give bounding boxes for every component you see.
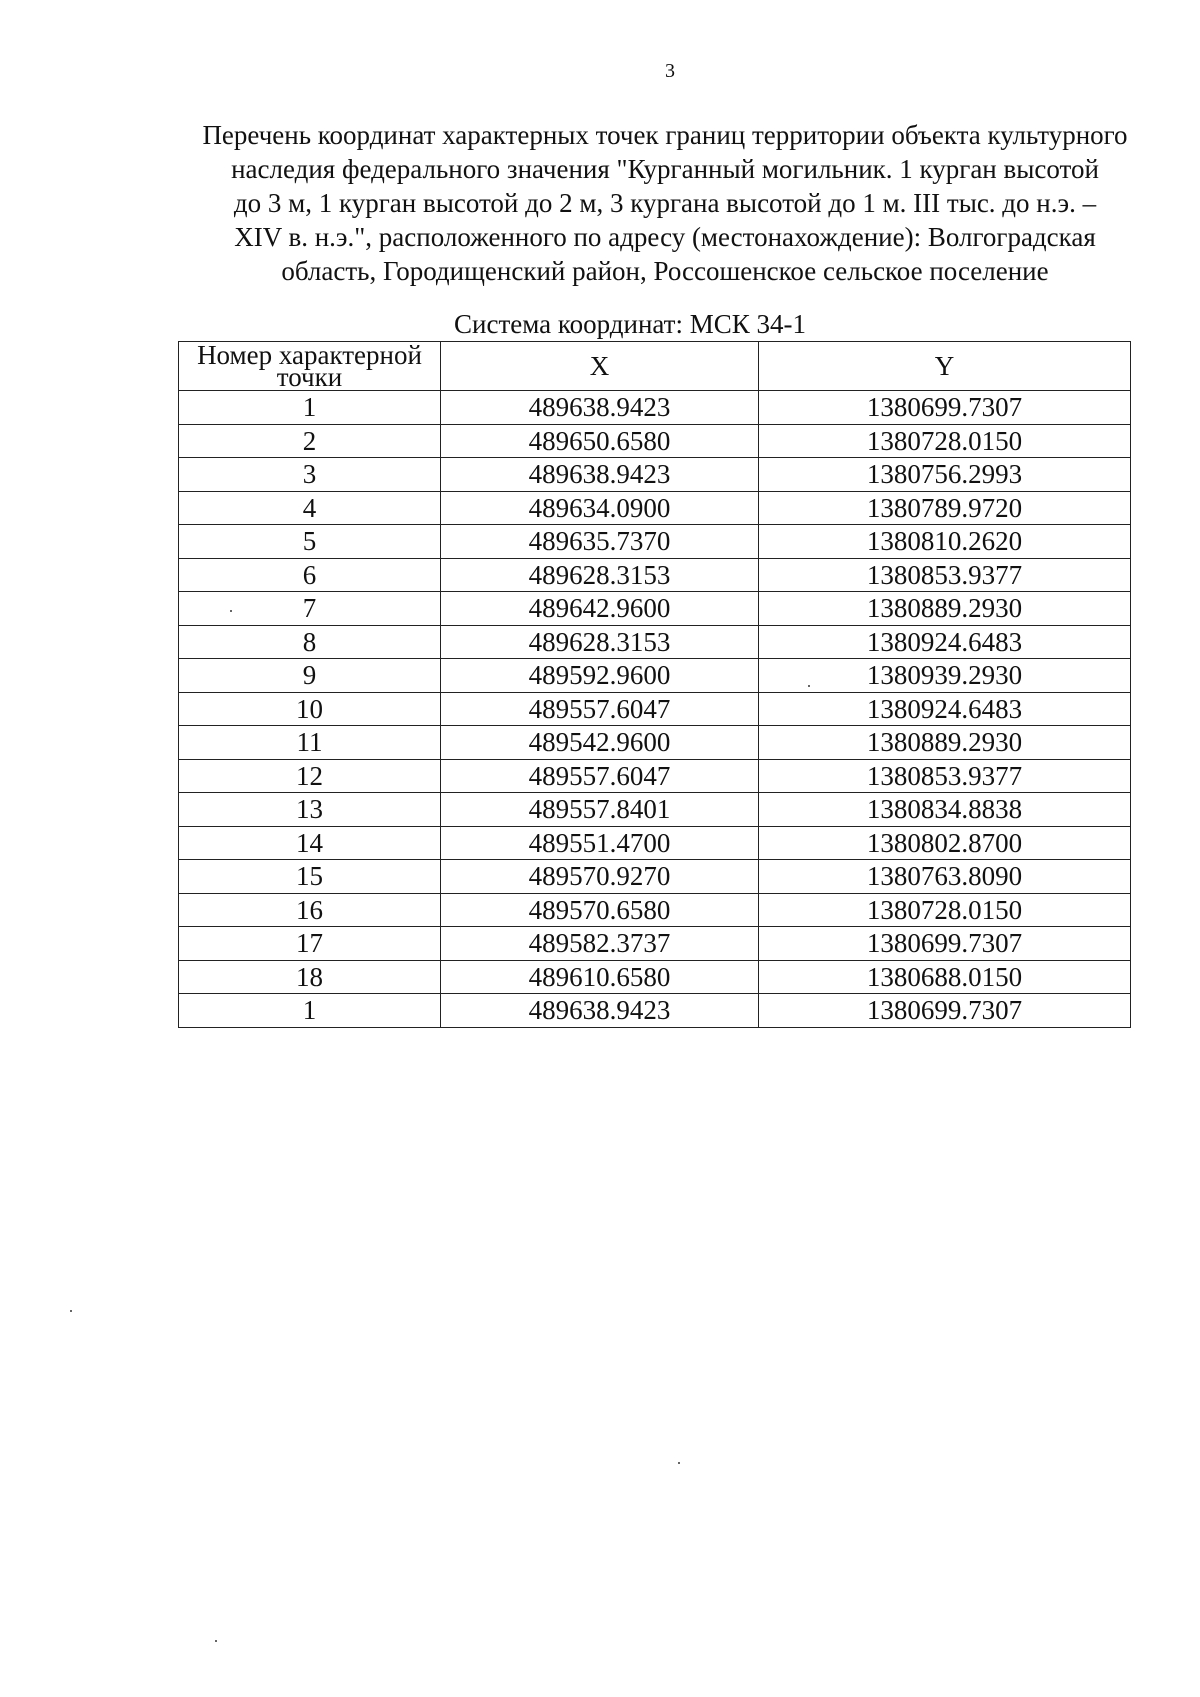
- table-body: [179, 391, 1131, 1028]
- cell-x: 489557.8401: [441, 793, 759, 827]
- table-row: [179, 592, 1131, 626]
- page-number: 3: [665, 60, 675, 82]
- coordinates-table: [178, 341, 1131, 1028]
- cell-y: 1380789.9720: [759, 491, 1131, 525]
- cell-y: 1380728.0150: [759, 893, 1131, 927]
- cell-y: 1380699.7307: [759, 927, 1131, 961]
- header-y: Y: [759, 342, 1131, 391]
- cell-x: 489628.3153: [441, 625, 759, 659]
- cell-y: 1380834.8838: [759, 793, 1131, 827]
- table-row: [179, 391, 1131, 425]
- cell-x: 489634.0900: [441, 491, 759, 525]
- cell-point-number: 1: [179, 391, 441, 425]
- table-row: [179, 994, 1131, 1028]
- table-row: [179, 525, 1131, 559]
- table-row: [179, 826, 1131, 860]
- title-line: Перечень координат характерных точек границ территории объекта культурного: [202, 120, 1128, 150]
- cell-point-number: 12: [179, 759, 441, 793]
- cell-point-number: 8: [179, 625, 441, 659]
- table-row: [179, 424, 1131, 458]
- scan-speck: [215, 1640, 217, 1642]
- table-row: [179, 491, 1131, 525]
- cell-y: 1380756.2993: [759, 458, 1131, 492]
- table-row: [179, 458, 1131, 492]
- cell-x: 489582.3737: [441, 927, 759, 961]
- table-row: [179, 625, 1131, 659]
- header-point-number: Номер характерной точки: [179, 342, 441, 391]
- cell-x: 489638.9423: [441, 458, 759, 492]
- scan-speck: [678, 1462, 680, 1464]
- table-row: [179, 793, 1131, 827]
- cell-y: 1380889.2930: [759, 592, 1131, 626]
- cell-point-number: 5: [179, 525, 441, 559]
- cell-x: 489557.6047: [441, 759, 759, 793]
- cell-point-number: 15: [179, 860, 441, 894]
- cell-x: 489570.9270: [441, 860, 759, 894]
- cell-y: 1380688.0150: [759, 960, 1131, 994]
- title-line: XIV в. н.э.", расположенного по адресу (местонахождение): Волгоградская: [234, 222, 1096, 252]
- coordinate-system-caption: Система координат: МСК 34-1: [454, 309, 806, 339]
- table-row: [179, 927, 1131, 961]
- table-row: [179, 893, 1131, 927]
- cell-x: 489542.9600: [441, 726, 759, 760]
- table-row: [179, 960, 1131, 994]
- cell-point-number: 18: [179, 960, 441, 994]
- cell-y: 1380810.2620: [759, 525, 1131, 559]
- cell-x: 489635.7370: [441, 525, 759, 559]
- cell-x: 489551.4700: [441, 826, 759, 860]
- cell-x: 489592.9600: [441, 659, 759, 693]
- scan-speck: [808, 685, 810, 687]
- cell-point-number: 1: [179, 994, 441, 1028]
- title-line: область, Городищенский район, Россошенское сельское поселение: [281, 256, 1049, 286]
- cell-point-number: 6: [179, 558, 441, 592]
- cell-y: 1380853.9377: [759, 759, 1131, 793]
- title-line: до 3 м, 1 курган высотой до 2 м, 3 кургана высотой до 1 м. III тыс. до н.э. –: [233, 188, 1097, 218]
- cell-x: 489638.9423: [441, 994, 759, 1028]
- cell-y: 1380939.2930: [759, 659, 1131, 693]
- cell-y: 1380889.2930: [759, 726, 1131, 760]
- table-row: [179, 759, 1131, 793]
- cell-y: 1380924.6483: [759, 625, 1131, 659]
- cell-x: 489557.6047: [441, 692, 759, 726]
- cell-y: 1380699.7307: [759, 391, 1131, 425]
- cell-point-number: 9: [179, 659, 441, 693]
- cell-point-number: 7: [179, 592, 441, 626]
- cell-point-number: 17: [179, 927, 441, 961]
- table-row: [179, 558, 1131, 592]
- header-x: X: [441, 342, 759, 391]
- cell-point-number: 14: [179, 826, 441, 860]
- table-row: [179, 726, 1131, 760]
- cell-point-number: 10: [179, 692, 441, 726]
- table-row: [179, 860, 1131, 894]
- table-row: [179, 692, 1131, 726]
- scan-speck: [230, 610, 232, 612]
- cell-x: 489650.6580: [441, 424, 759, 458]
- cell-point-number: 16: [179, 893, 441, 927]
- document-title: [170, 118, 1160, 288]
- cell-x: 489610.6580: [441, 960, 759, 994]
- cell-point-number: 11: [179, 726, 441, 760]
- cell-point-number: 4: [179, 491, 441, 525]
- cell-y: 1380699.7307: [759, 994, 1131, 1028]
- cell-point-number: 2: [179, 424, 441, 458]
- cell-y: 1380924.6483: [759, 692, 1131, 726]
- cell-x: 489570.6580: [441, 893, 759, 927]
- scan-speck: [70, 1310, 72, 1312]
- table-header-row: [179, 342, 1131, 391]
- cell-y: 1380763.8090: [759, 860, 1131, 894]
- cell-x: 489642.9600: [441, 592, 759, 626]
- cell-y: 1380802.8700: [759, 826, 1131, 860]
- cell-x: 489628.3153: [441, 558, 759, 592]
- title-line: наследия федерального значения "Курганный могильник. 1 курган высотой: [231, 154, 1099, 184]
- cell-point-number: 13: [179, 793, 441, 827]
- cell-x: 489638.9423: [441, 391, 759, 425]
- cell-point-number: 3: [179, 458, 441, 492]
- cell-y: 1380853.9377: [759, 558, 1131, 592]
- table-row: [179, 659, 1131, 693]
- cell-y: 1380728.0150: [759, 424, 1131, 458]
